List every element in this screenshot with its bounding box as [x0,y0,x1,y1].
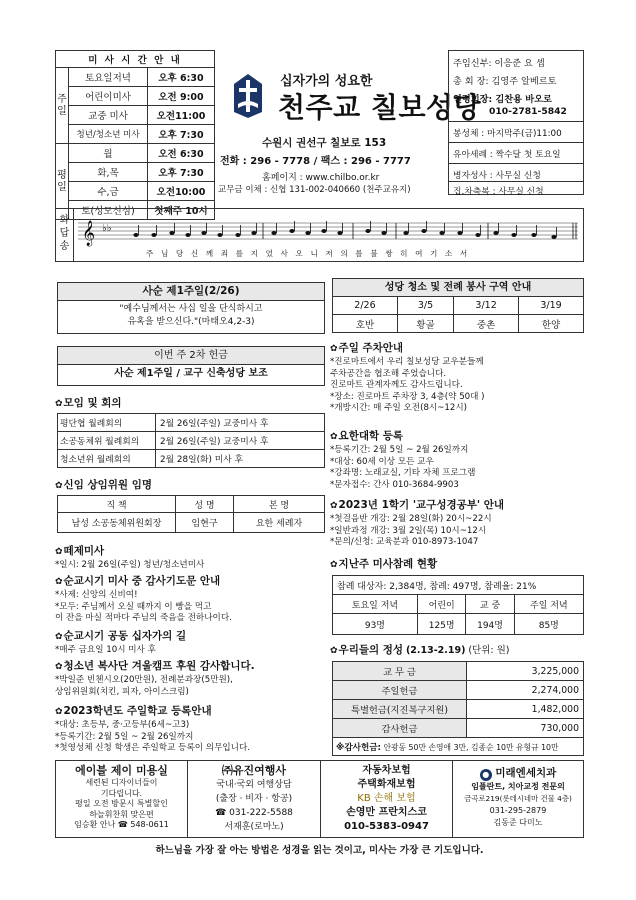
finance-table [332,661,584,756]
finance-header [330,642,510,657]
meeting-when: 2월 26일(주일) 교중미사 후 [156,414,325,432]
stations-title: ✿ 순교시기 공동 십자가의 길 [55,628,186,643]
hymn-staff [78,213,580,249]
thanks-prayer-title: ✿ 순교시기 미사 중 감사기도문 안내 [55,573,232,588]
ttemi-section [55,543,204,572]
mass-time: 오후 7:30 [148,163,215,182]
finance-amount: 730,000 [467,719,584,738]
meeting-when: 2월 28일(화) 미사 후 [156,450,325,468]
mass-time: 오전10:00 [148,182,215,201]
ad-line: KB 손해 보험 [357,793,416,804]
parking-line: *장소: 진로마트 주차장 3, 4층(약 50대 ) [330,391,485,402]
finance-label: 특별헌금(지진복구지원) [333,700,467,719]
attendance-header: 교 중 [466,595,514,614]
parking-line: 진로마트 관계자께도 감사드립니다. [330,380,463,390]
winter-camp-title: ✿ 청소년 복사단 겨울캠프 후원 감사합니다. [55,658,255,673]
mass-time: 오후 7:30 [148,125,215,144]
meeting-name: 청소년위 월례회의 [58,450,156,468]
cleaning-date: 2/26 [333,297,398,315]
ad-line: 김동준 다미노 [493,818,543,827]
staff-blessing: 집.차축복 : 사무실 신청 [453,187,544,197]
mass-name: 어린이미사 [69,87,148,106]
ad-line: 010-5383-0947 [344,821,429,832]
sunday-school-line: *첫영성체 신청 학생은 주일학교 등록이 의무입니다. [55,743,251,753]
attendance-title: ✿ 지난주 미사참례 현황 [330,556,437,571]
mass-name: 월 [69,144,148,163]
staff-funeral-phone: 010-2781-5842 [489,106,567,117]
ad-name [453,766,583,781]
finance-title: ✿ 우리들의 정성 [330,644,403,656]
ad-line: 임승환 안나 ☎ 548-0611 [74,820,169,829]
offering-title: 이번 주 2차 헌금 [57,346,325,365]
cleaning-date: 3/19 [519,297,584,315]
bible-study-line: *일반과정 개강: 3월 2일(목) 10시~12시 [330,525,487,536]
winter-camp-line: 상임위원회(치킨, 피자, 아이스크림) [55,686,189,697]
church-homepage: 홈페이지 : www.chilbo.or.kr [262,173,380,183]
mass-name: 토(성모신심) [69,201,148,220]
finance-note-cell [333,738,584,756]
footer-text: 하느님을 가장 잘 아는 방법은 성경을 읽는 것이고, 미사는 가장 큰 기도입니다. [155,845,484,856]
sunday-quote-line: "예수님께서는 사십 일을 단식하시고 [119,304,263,314]
appointment-cell: 요한 세례자 [234,513,325,533]
appointment-header: 본 명 [234,496,325,513]
ad-line: 서재훈(로마노) [224,822,284,832]
svg-text:𝄞: 𝄞 [82,221,96,246]
finance-label: 주일헌금 [333,681,467,700]
staff-communion: 봉성체 : 마지막주(금)11:00 [453,129,562,139]
staff-pastor: 주임신부: 이응준 요 셉 [453,58,545,69]
meeting-name: 소공동체위 월례회의 [58,432,156,450]
ad-name: 자동차보험 [362,765,411,776]
ad-name-text: 미래엔세치과 [495,767,557,779]
finance-label: 교 무 금 [333,662,467,681]
parking-section [330,340,485,415]
stations-line: *매주 금요일 10시 미사 후 [55,645,156,655]
church-address: 수원시 권선구 칠보로 153 [262,137,387,149]
thanks-prayer-line: *사제: 신앙의 신비여! [55,590,138,600]
church-logo [228,72,268,120]
john-college-title: ✿ 요한대학 등록 [330,428,475,443]
sunday-school-section [55,703,250,755]
mass-time: 오전 9:00 [148,87,215,106]
thanks-prayer-line: *모두: 주님께서 오실 때까지 이 빵을 먹고 [55,601,212,612]
mass-name: 수,금 [69,182,148,201]
parking-line: *진로마트에서 우리 칠보성당 교우분들께 [330,357,484,367]
cleaning-date: 3/5 [397,297,453,315]
appointment-cell: 남성 소공동체위원회장 [58,513,176,533]
ad-line: 기다립니다. [100,788,143,798]
ad-salon [56,761,188,837]
ttemi-line: *일시: 2월 26일(주일) 청년/청소년미사 [55,560,205,570]
bible-study-section [330,497,504,549]
ad-line: 평일 오전 방문시 특별할인 [75,799,168,808]
ttemi-title: ✿ 떼제미사 [55,543,204,558]
finance-period: (2.13-2.19) [405,645,466,656]
tooth-icon: ● [480,769,492,781]
winter-camp-line: *박일준 빈첸시오(20만원), 전례분과장(5만원), [55,675,233,685]
attendance-value: 93명 [333,614,418,635]
mass-name: 청년/청소년 미사 [69,125,148,144]
winter-camp-section [55,658,255,698]
finance-note-label: ※감사헌금: [336,742,381,753]
ad-name: ㈜유진여행사 [221,764,287,777]
stations-section [55,628,186,657]
john-college-line: *대상: 60세 이상 모든 교우 [330,456,434,467]
cleaning-area: 한양 [519,315,584,333]
ad-line: 하늘휘찬휘 맞은편 [89,809,154,819]
appointment-header: 직 책 [58,496,176,513]
bible-study-line: *첫걸음반 개강: 2월 28일(화) 20시~22시 [330,514,492,524]
finance-amount: 3,225,000 [467,662,584,681]
ad-name: 에이블 제이 미용실 [75,764,168,777]
bible-study-title: ✿ 2023년 1학기 '교구성경공부' 안내 [330,497,504,512]
ad-line: (출장 · 비자 · 항공) [215,794,293,804]
cleaning-area: 호반 [333,315,398,333]
church-phone: 전화 : 296 - 7778 / 팩스 : 296 - 7777 [220,156,411,167]
finance-label: 감사헌금 [333,719,467,738]
attendance-header: 어린이 [417,595,466,614]
attendance-value: 194명 [466,614,514,635]
offering-text: 사순 제1주일 / 교구 신축성당 보조 [57,364,325,386]
sunday-quote-line: 유혹을 받으신다."(마태오4,2-3) [127,317,255,327]
thanks-prayer-section [55,573,232,625]
ad-line: 주택화재보험 [357,779,416,790]
attendance-header: 토요일 저녁 [333,595,418,614]
john-college-section [330,428,475,491]
appointment-cell: 임현구 [176,513,234,533]
meetings-title: ✿ 모임 및 회의 [55,395,122,410]
cleaning-table [332,296,584,333]
church-logo-icon [228,72,268,120]
mass-time: 오전11:00 [148,106,215,125]
ad-travel [188,761,321,837]
cleaning-area: 중촌 [454,315,519,333]
staff-box [448,50,584,195]
parking-line: *개방시간: 매 주일 오전(8시~12시) [330,403,468,413]
sunday-label: 주 일 [56,68,69,144]
church-subtitle: 십자가의 성요한 [280,74,373,89]
ad-line: 손영만 프란치스코 [346,807,427,818]
svg-text:♭♭: ♭♭ [102,223,112,234]
finance-unit: (단위: 원) [468,645,510,656]
finance-amount: 2,274,000 [467,681,584,700]
ad-dental [453,761,583,837]
attendance-summary: 참례 대상자: 2,384명, 참례: 497명, 참례율: 21% [333,576,584,595]
cleaning-date: 3/12 [454,297,519,315]
parking-title: ✿ 주일 주차안내 [330,340,485,355]
mass-time: 오후 6:30 [148,68,215,87]
thanks-prayer-line: 이 잔을 마실 적마다 주님의 죽음을 전하나이다. [55,613,232,623]
meeting-when: 2월 26일(주일) 교중미사 후 [156,432,325,450]
hymn-label: 화 답 송 [56,209,74,261]
appointment-table [57,495,325,533]
staff-baptism: 유아세례 : 짝수달 첫 토요일 [453,150,561,160]
appointment-header: 성 명 [176,496,234,513]
ad-line: 임플란트, 치아교정 전문의 [471,782,565,791]
hymn-lyrics: 주 님 당 신 께 죄 를 지 었 사 오 니 저 의 를 불 쌍 히 여 기 소 서 [146,249,470,258]
attendance-table [332,575,584,635]
ad-line: 금곡로219(롯데시네마 건물 4층) [464,794,572,803]
john-college-line: *문자접수: 간사 010-3684-9903 [330,479,459,490]
sunday-school-title: ✿ 2023학년도 주일학교 등록안내 [55,703,250,718]
sunday-school-line: *등록기간: 2월 5일 ~ 2월 26일까지 [55,731,194,742]
meetings-table [57,413,325,468]
cleaning-title: 성당 청소 및 전례 봉사 구역 안내 [332,278,584,297]
sunday-quote-box [57,300,325,334]
meeting-name: 평단협 월례회의 [58,414,156,432]
mass-name: 화,목 [69,163,148,182]
staff-anointing: 병자성사 : 사무실 신청 [453,171,541,181]
ad-insurance [321,761,453,837]
attendance-value: 125명 [417,614,466,635]
staff-president: 총 회 장: 김영주 알베르토 [453,76,557,87]
staff-funeral: 연령회장: 김찬용 바오로 [453,94,552,105]
ad-line: 031-295-2879 [489,806,547,815]
attendance-value: 85명 [514,614,583,635]
sunday-title: 사순 제1주일(2/26) [57,282,325,301]
church-account: 교무금 이체 : 신협 131-002-040660 (천주교유지) [218,185,411,195]
mass-name: 교중 미사 [69,106,148,125]
ads-row [55,760,584,838]
john-college-line: *강좌명: 노래교실, 기타 자체 프로그램 [330,468,476,478]
weekday-label: 평 일 [56,144,69,220]
mass-time: 첫째주 10시 [148,201,215,220]
john-college-line: *등록기간: 2월 5일 ~ 2월 26일까지 [330,445,469,455]
mass-times-header: 미 사 시 간 안 내 [56,51,215,68]
finance-amount: 1,482,000 [467,700,584,719]
attendance-header: 주일 저녁 [514,595,583,614]
parking-line: 주차공간을 협조해 주었습니다. [330,368,447,379]
bible-study-line: *문의/신청: 교육분과 010-8973-1047 [330,537,479,547]
appointment-title: ✿ 신임 상임위원 임명 [55,477,152,492]
mass-times [55,50,215,220]
hymn-section [55,208,584,262]
mass-name: 토요일저녁 [69,68,148,87]
mass-time: 오전 6:30 [148,144,215,163]
ad-line: 세련된 디자이너들이 [85,778,158,787]
ad-line: ☎ 031-222-5588 [215,808,293,818]
finance-note: 안광동 50만 손영애 3만, 김종순 10만 유형규 10만 [383,742,559,752]
church-name: 천주교 칠보성당 [278,91,482,124]
ad-line: 국내·국외 여행상담 [216,780,292,790]
sunday-school-line: *대상: 초등부, 중·고등부(6세~고3) [55,720,190,730]
cleaning-area: 황골 [397,315,453,333]
